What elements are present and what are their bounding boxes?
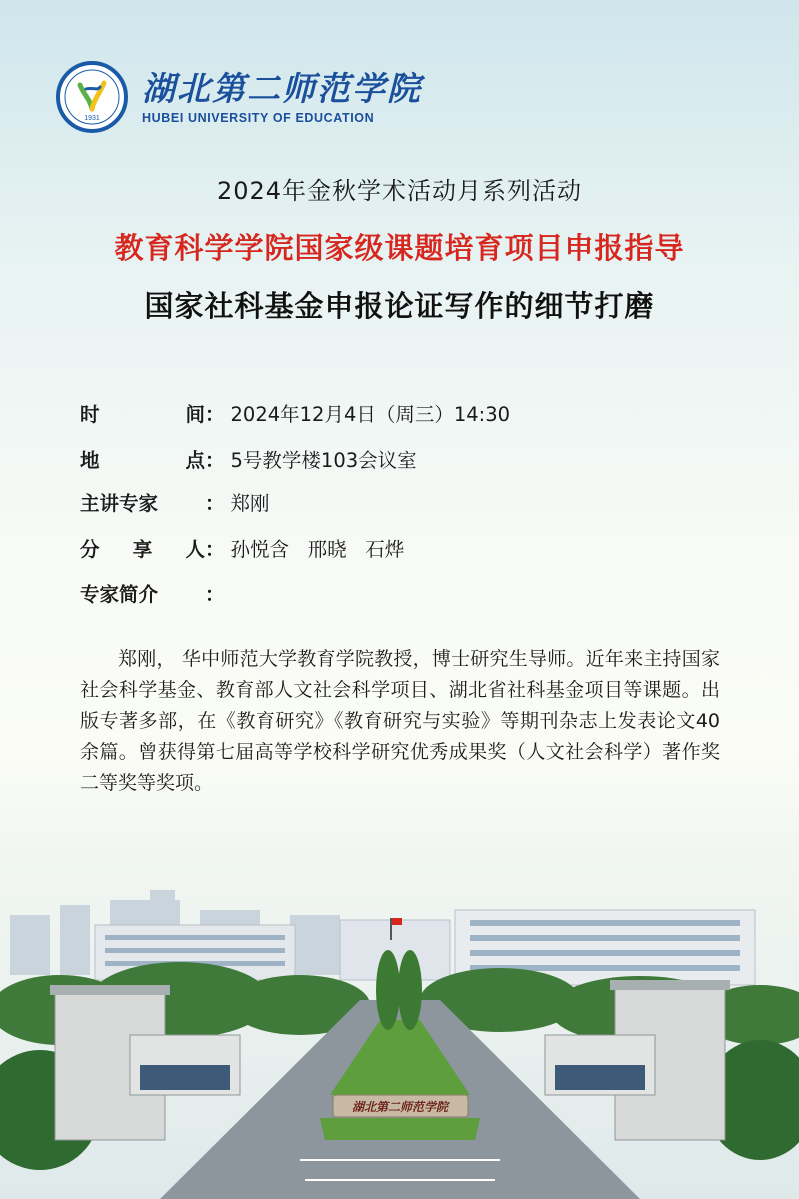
university-name-en: HUBEI UNIVERSITY OF EDUCATION: [142, 111, 375, 125]
emblem-year: 1931: [84, 115, 100, 122]
info-row-time: 时 间 ： 2024年12月4日（周三）14:30: [80, 398, 510, 428]
speaker-label: 主讲专家: [80, 492, 159, 515]
time-label: 时 间: [80, 403, 205, 426]
info-row-sharers: 分 享 人 ： 孙悦含 邢晓 石烨: [80, 533, 404, 563]
series-title: 2024年金秋学术活动月系列活动: [216, 177, 583, 205]
time-value: 2024年12月4日（周三）14:30: [230, 403, 511, 426]
topic-title: 国家社科基金申报论证写作的细节打磨: [144, 289, 655, 323]
info-row-place: 地 点 ： 5号教学楼103会议室: [80, 444, 417, 474]
place-label: 地 点: [80, 449, 205, 472]
gate-sign-text: 湖北第二师范学院: [351, 1100, 449, 1114]
university-emblem-icon: [56, 61, 128, 133]
university-logo: [56, 60, 422, 134]
speaker-bio: 郑刚， 华中师范大学教育学院教授，博士研究生导师。近年来主持国家社会科学基金、教育部人文社会科学项目、湖北省社科基金项目等课题。出版专著多部，在《教育研究》《教育研究与实验》等期刊杂志上发表论文40余篇。曾获得第七届高等学校科学研究优秀成果奖（人文社会科学）著作奖二等奖等奖项。: [80, 648, 720, 794]
campus-gate-photo: [0, 860, 799, 1199]
speaker-value: 郑刚: [230, 492, 270, 515]
program-title: 教育科学学院国家级课题培育项目申报指导: [114, 231, 685, 265]
place-value: 5号教学楼103会议室: [230, 449, 417, 472]
info-row-speaker: 主讲专家 ： 郑刚: [80, 487, 270, 517]
info-row-intro: 专家简介 ：: [80, 578, 231, 608]
intro-label: 专家简介: [80, 583, 159, 606]
university-name-cn: 湖北第二师范学院: [142, 69, 422, 108]
sharers-label: 分 享 人: [80, 538, 205, 561]
sharers-value: 孙悦含 邢晓 石烨: [230, 538, 405, 561]
